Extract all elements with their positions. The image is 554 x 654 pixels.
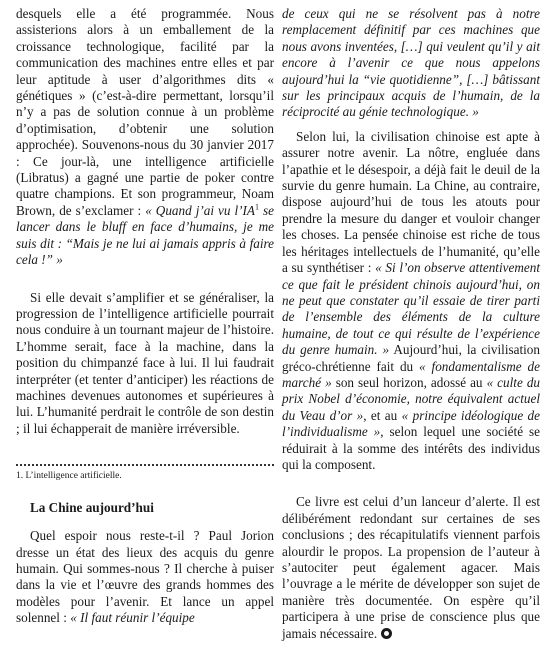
left-column — [16, 6, 274, 627]
quote-text: « Si l’on observe attentivement ce que fait le président chinois aujourd’hui, on ne peut que constater qu’il essaie de tirer parti de l’ensemble des éléments de la culture humaine, de tout ce qui résulte de l’expérience du genre humain. » — [282, 260, 540, 358]
paragraph-text: , selon lequel une société se réduirait à la somme des intérêts des individus qui la composent. — [282, 424, 540, 472]
paragraph-text: desquels elle a été programmée. Nous assisterions alors à un emballement de la croissance technologique, facilité par la communication des machines entre elles et par leur aptitude à user d’algorithmes dits « génétiques » (c’est-à-dire permettant, lorsqu’il n’y a pas de solution connue à un problème d’optimisation, d’obtenir une solution approchée). Souvenons-nous du 30 janvier 2017 : Ce jour-là, une intelligence artificielle (Libratus) a gagné une partie de poker contre quatre champions. Et son programmeur, Noam Brown, de s’exclamer : — [16, 6, 274, 218]
paragraph — [16, 290, 274, 438]
paragraph — [282, 494, 540, 642]
quote-paragraph: de ceux qui ne se résolvent pas à notre remplacement définitif par ces machines que nous avons inventées, […] qui veulent qu’il y ait encore à l’avenir ce que nous appelons aujourd’hui la “vie quotidienne”, […] bâtissant sur les principaux acquis de l’humain, de la réciprocité au génie technologique. » — [282, 6, 540, 120]
paragraph-text: Ce livre est celui d’un lanceur d’alerte. Il est délibérément redondant sur certaines de ses conclusions ; des récapitulatifs viennent parfois alourdir le propos. La propension de l’auteur à s’autociter peut également agacer. Mais l’ouvrage a le mérite de développer son sujet de manière très documentée. On espère qu’il participera à une prise de conscience plus que jamais nécessaire. — [282, 494, 540, 641]
footnote: 1. L’intelligence artificielle. — [16, 471, 122, 482]
quote-text: « Quand j’ai vu l’IA — [145, 202, 255, 218]
paragraph-text: Selon lui, la civilisation chinoise est apte à assurer notre avenir. La nôtre, engluée dans l’apathie et le désespoir, a déjà fait le deuil de la survie du genre humain. La Chine, au contraire, dispose aujourd’hui de tous les atouts pour prendre la mesure du danger et vouloir changer les choses. La pensée chinoise est riche de tous les héritages intellectuels de l’humanité, qu’elle a su synthétiser : — [282, 128, 540, 276]
paragraph — [282, 129, 540, 474]
paragraph — [16, 6, 274, 269]
footnote-separator — [16, 464, 274, 466]
right-column — [282, 6, 540, 642]
quote-text: « fondamentalisme de marché » — [282, 358, 540, 390]
end-mark-icon — [381, 628, 392, 639]
paragraph-text: Si elle devait s’amplifier et se généraliser, la progression de l’intelligence artificielle pourrait nous conduire à un tournant majeur de l’histoire. L’homme serait, face à la machine, dans la position du chimpanzé face à lui. Il lui faudrait interpréter (et tenter d’anticiper) les réactions de machines devenues autonomes et supérieures à lui. L’humanité perdrait le contrôle de son destin ; il lui échapperait de manière irréversible. — [16, 289, 274, 436]
paragraph-text: Quel espoir nous reste-t-il ? Paul Jorion dresse un état des lieux des acquis du genre humain. Qui sommes-nous ? Il cherche à puiser dans la vie et l’œuvre des grands hommes des modèles pour l’avenir. Et lance un appel solennel : — [16, 528, 274, 626]
quote-text: « principe idéologique de l’individualisme » — [282, 407, 541, 440]
quote-text: « Il faut réunir l’équipe — [70, 610, 195, 626]
paragraph — [16, 528, 274, 626]
paragraph-text: , et au — [363, 407, 402, 423]
paragraph-text: son seul horizon, adossé au — [331, 374, 487, 390]
paragraph-text: Aujourd’hui, la civilisation gréco-chrétienne fait du — [282, 342, 540, 374]
quote-text: « culte du prix Nobel d’économie, notre équivalent actuel du Veau d’or » — [282, 374, 541, 423]
quote-text: se lancer dans le bluff en face d’humains, je me suis dit : “Mais je ne lui ai jamais appris à faire cela !” » — [16, 202, 274, 268]
footnote-ref: 1 — [254, 202, 259, 212]
section-heading: La Chine aujourd’hui — [30, 500, 154, 516]
